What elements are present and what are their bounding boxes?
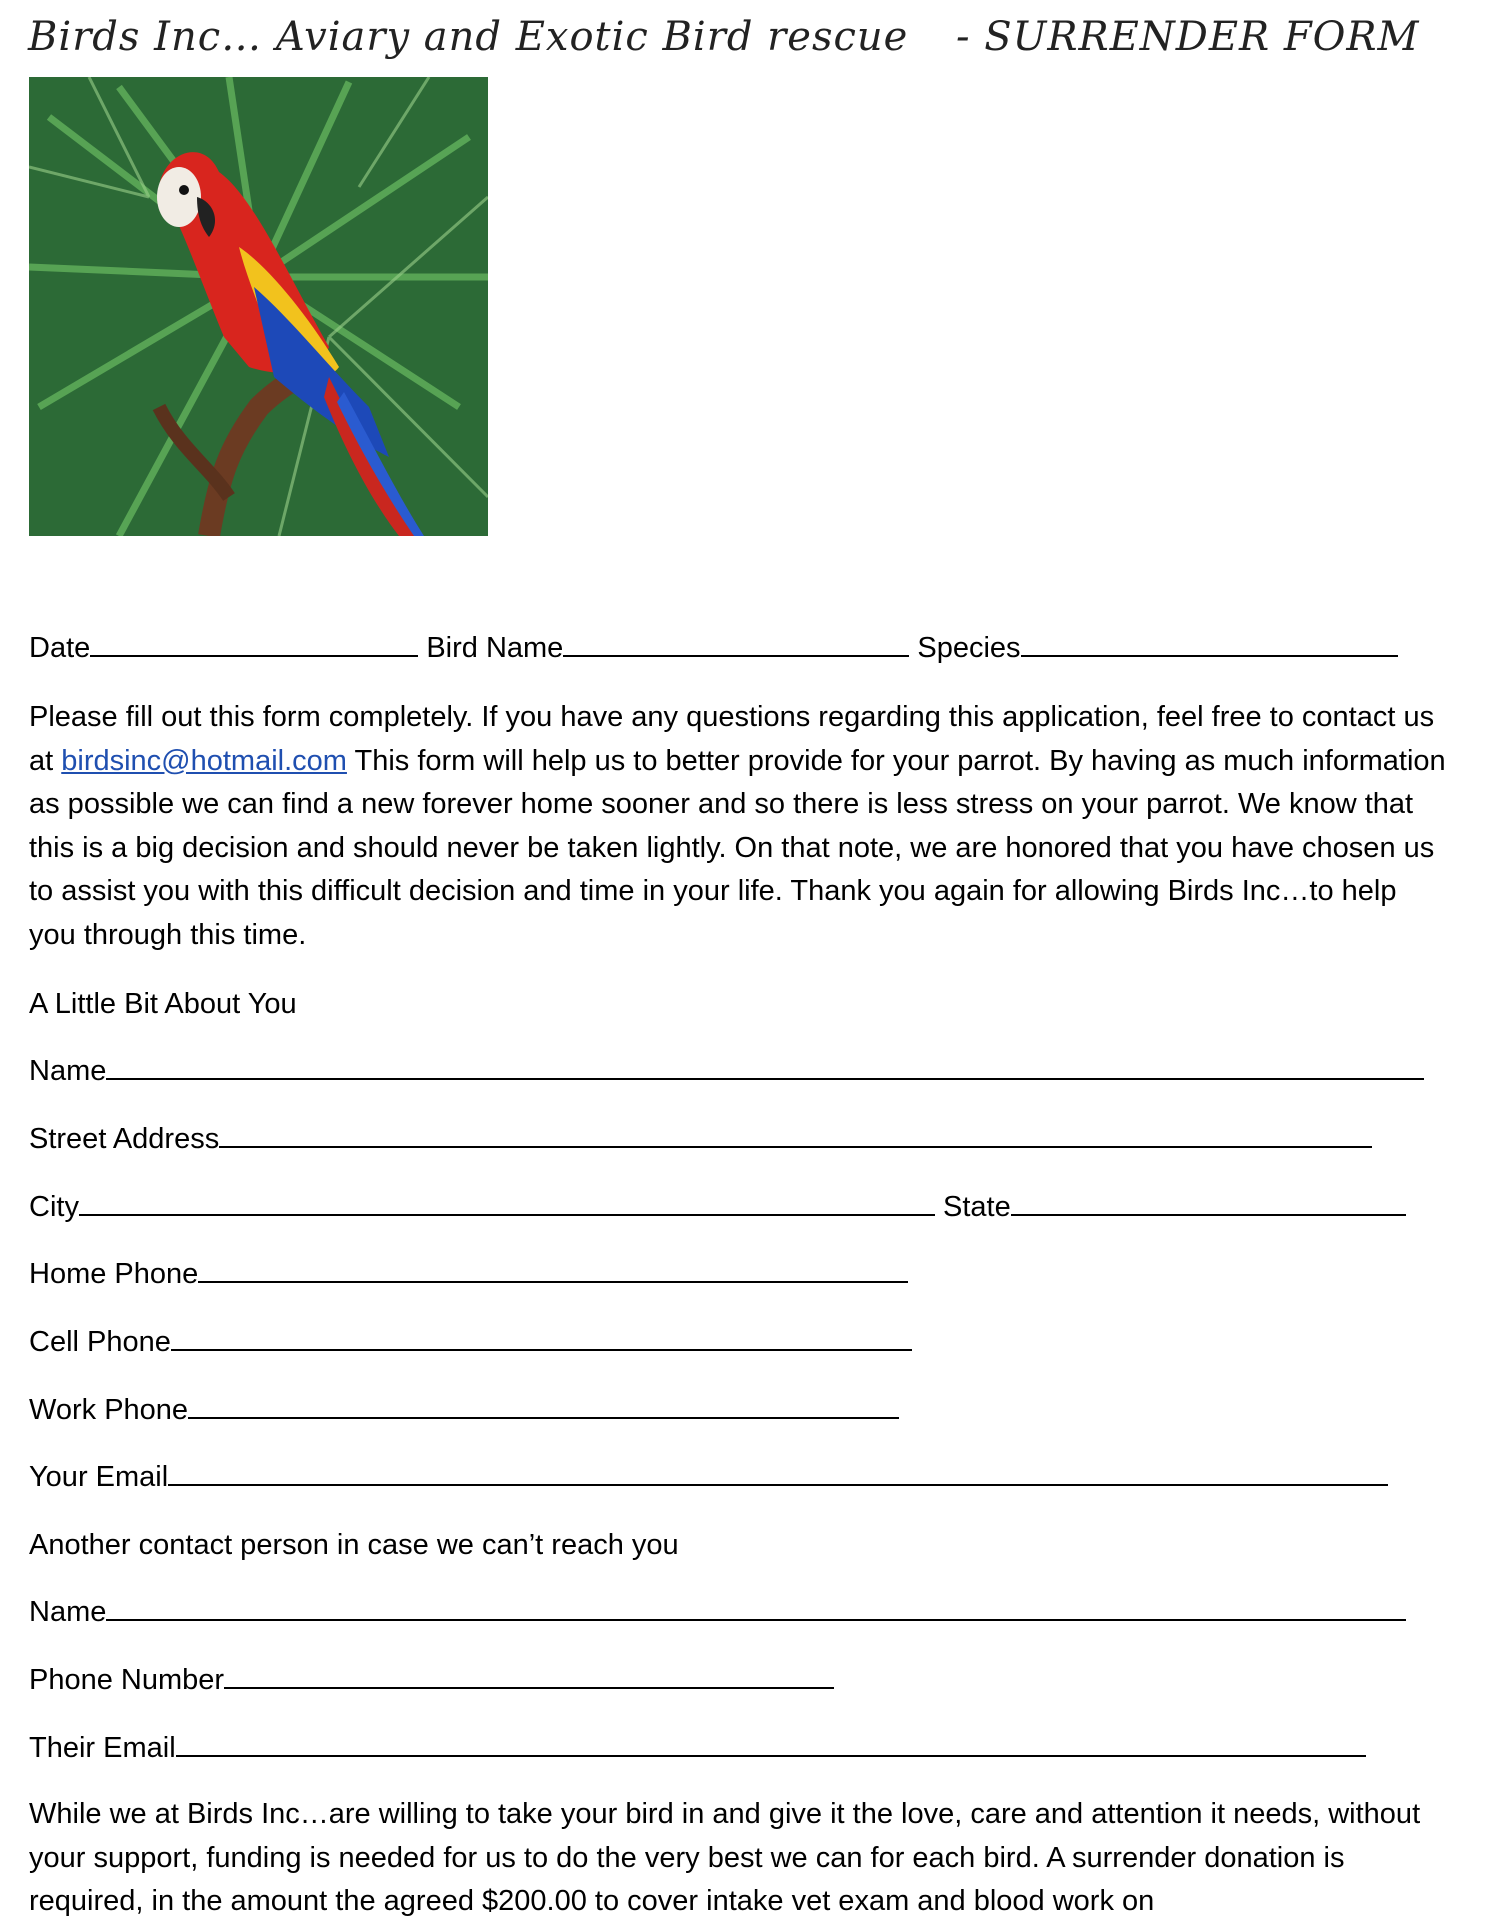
- name-field[interactable]: [106, 1050, 1424, 1080]
- intro-paragraph: [29, 696, 1449, 957]
- state-label: State: [943, 1191, 1011, 1223]
- intro-text-start: Please fill out this form completely. If you have any questions regarding this application, feel free to contact us at: [29, 701, 1435, 777]
- city-field[interactable]: [79, 1186, 935, 1216]
- city-state-row: [29, 1186, 1406, 1229]
- bird-name-label: Bird Name: [426, 632, 564, 664]
- your-email-field[interactable]: [168, 1456, 1388, 1486]
- cell-phone-label: Cell Phone: [29, 1326, 171, 1358]
- home-phone-field[interactable]: [198, 1253, 908, 1283]
- alt-phone-label: Phone Number: [29, 1664, 225, 1696]
- species-field[interactable]: [1021, 627, 1398, 657]
- alt-name-field[interactable]: [106, 1591, 1406, 1621]
- alt-name-row: [29, 1591, 1406, 1634]
- home-phone-row: [29, 1253, 908, 1296]
- city-label: City: [29, 1191, 79, 1223]
- donation-paragraph: While we at Birds Inc…are willing to take your bird in and give it the love, care and attention it needs, without your support, funding is needed for us to do the very best we can for each bird. A surrender donation is required, in the amount the agreed $200.00 to cover intake vet exam and blood work on: [29, 1798, 1421, 1917]
- alt-email-field[interactable]: [176, 1727, 1366, 1757]
- date-label: Date: [29, 632, 91, 664]
- about-you-heading: A Little Bit About You: [29, 988, 297, 1020]
- alt-contact-heading: Another contact person in case we can’t reach you: [29, 1529, 679, 1561]
- alt-phone-field[interactable]: [224, 1659, 834, 1689]
- macaw-photo: [29, 77, 488, 536]
- your-email-label: Your Email: [29, 1461, 169, 1493]
- bird-name-field[interactable]: [563, 627, 909, 657]
- top-fields-row: [29, 627, 1398, 670]
- intro-text-end: This form will help us to better provide for your parrot. By having as much information as possible we can find a new forever home sooner and so there is less stress on your parrot. We know that this is a big decision and should never be taken lightly. On that note, we are honored that you have chosen us to assist you with this difficult decision and time in your life. Thank you again for allowing Birds Inc…to help you through this time.: [29, 744, 1446, 951]
- form-title: - SURRENDER FORM: [956, 14, 1420, 60]
- your-email-row: [29, 1456, 1388, 1499]
- street-address-field[interactable]: [219, 1118, 1372, 1148]
- street-row: [29, 1118, 1372, 1161]
- work-phone-row: [29, 1389, 899, 1432]
- alt-email-row: [29, 1727, 1366, 1770]
- name-label: Name: [29, 1055, 107, 1087]
- alt-name-label: Name: [29, 1596, 107, 1628]
- work-phone-label: Work Phone: [29, 1394, 189, 1426]
- document-header: [28, 14, 1468, 74]
- alt-phone-row: [29, 1659, 834, 1702]
- state-field[interactable]: [1011, 1186, 1406, 1216]
- cell-phone-field[interactable]: [171, 1321, 912, 1351]
- street-address-label: Street Address: [29, 1123, 220, 1155]
- date-field[interactable]: [90, 627, 418, 657]
- contact-email-link[interactable]: birdsinc@hotmail.com: [61, 744, 347, 777]
- alt-email-label: Their Email: [29, 1732, 176, 1764]
- rescue-title: Birds Inc… Aviary and Exotic Bird rescue: [28, 14, 909, 60]
- home-phone-label: Home Phone: [29, 1258, 199, 1290]
- species-label: Species: [917, 632, 1021, 664]
- cell-phone-row: [29, 1321, 912, 1364]
- name-row: [29, 1050, 1424, 1093]
- work-phone-field[interactable]: [188, 1389, 899, 1419]
